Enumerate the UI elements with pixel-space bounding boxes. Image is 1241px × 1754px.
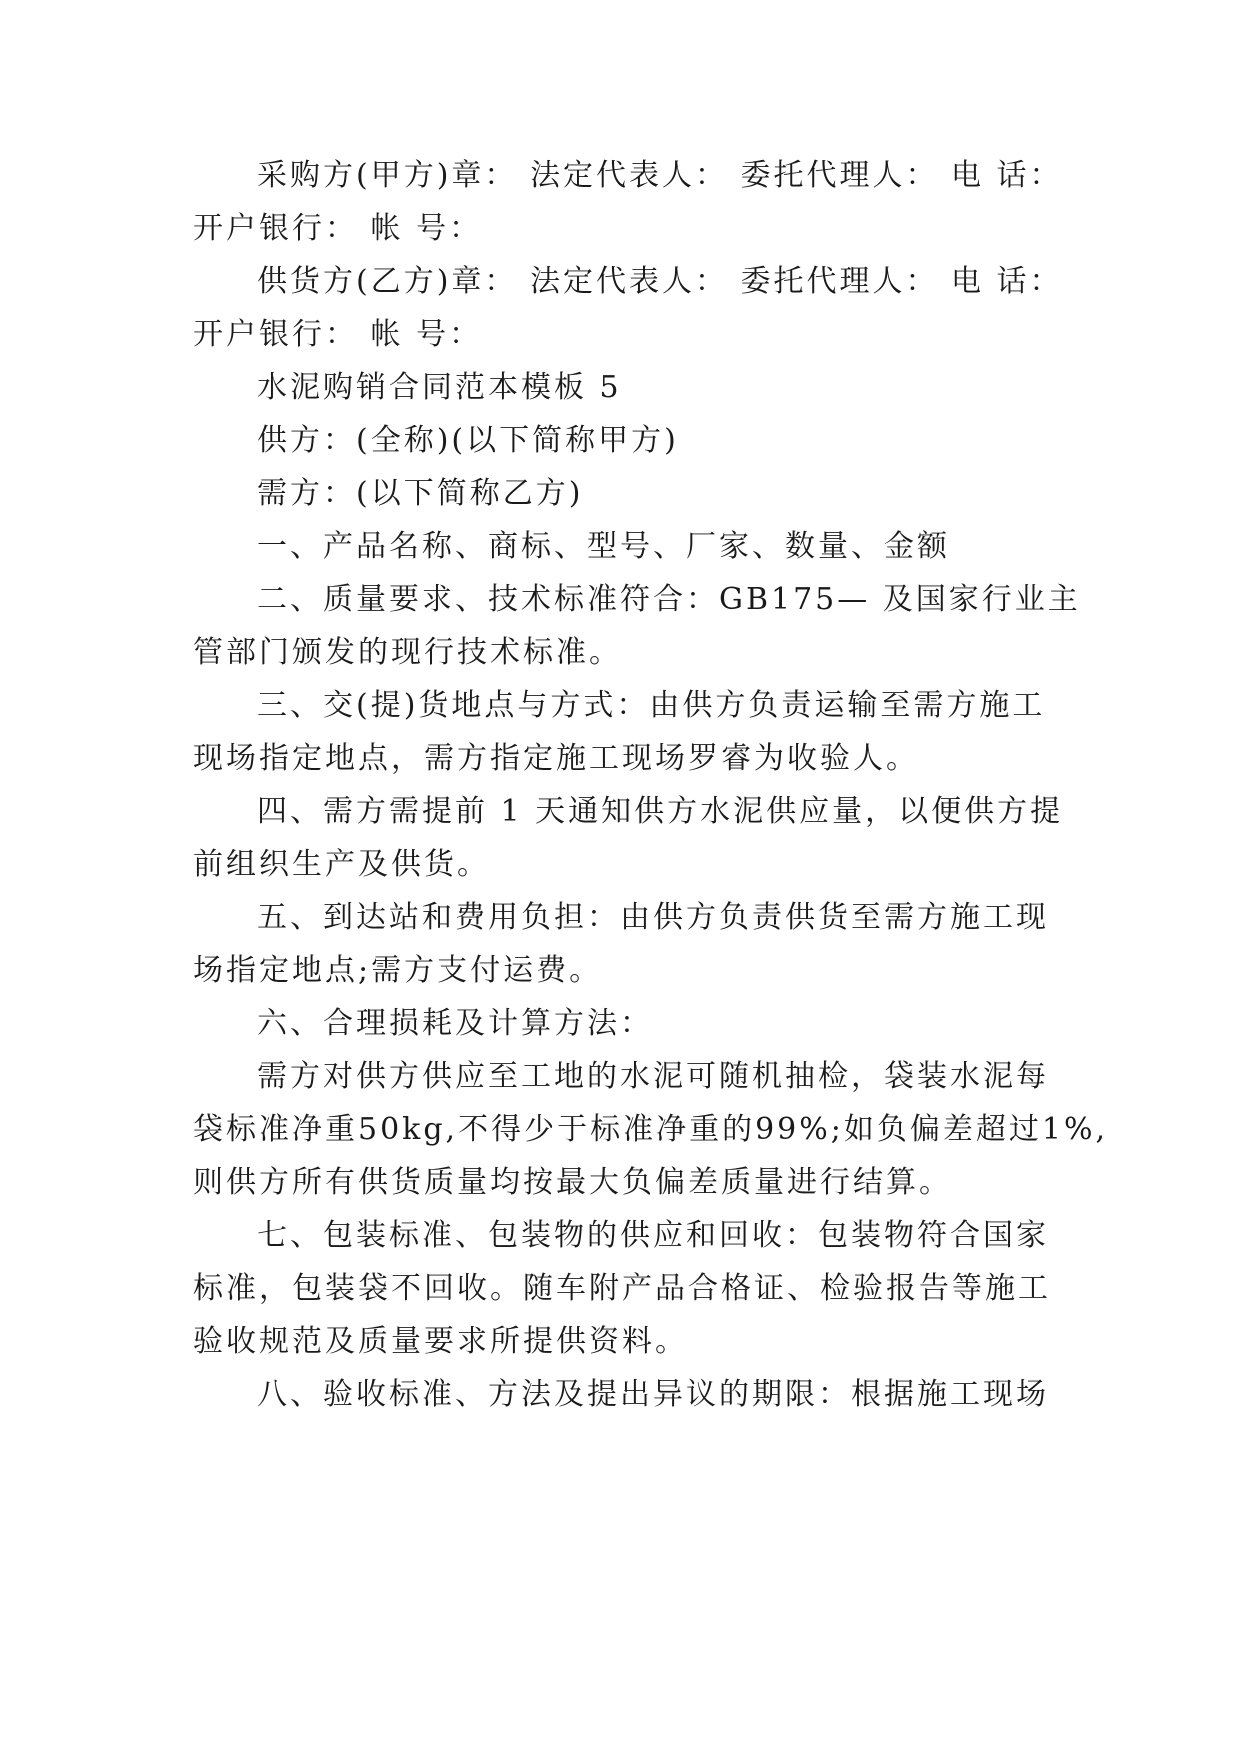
clause-6-line-1: 需方对供方供应至工地的水泥可随机抽检，袋装水泥每: [257, 1059, 1049, 1094]
clause-2-line-2: 管部门颁发的现行技术标准。: [193, 635, 622, 670]
template-title: 水泥购销合同范本模板 5: [257, 370, 622, 405]
clause-2-line-1: 二、质量要求、技术标准符合：GB175— 及国家行业主: [257, 582, 1081, 617]
clause-5-line-2: 场指定地点;需方支付运费。: [193, 953, 603, 988]
clause-7-line-3: 验收规范及质量要求所提供资料。: [193, 1324, 688, 1359]
clause-6-line-3: 则供方所有供货质量均按最大负偏差质量进行结算。: [193, 1165, 952, 1200]
clause-1: 一、产品名称、商标、型号、厂家、数量、金额: [257, 529, 950, 564]
supplier-party-line: 供方：(全称)(以下简称甲方): [257, 423, 679, 458]
clause-4-line-1: 四、需方需提前 1 天通知供方水泥供应量，以便供方提: [257, 794, 1064, 829]
buyer-signature-line: 采购方(甲方)章： 法定代表人： 委托代理人： 电 话：: [257, 158, 1063, 193]
clause-3-line-2: 现场指定地点，需方指定施工现场罗睿为收验人。: [193, 741, 919, 776]
clause-3-line-1: 三、交(提)货地点与方式：由供方负责运输至需方施工: [257, 688, 1046, 723]
clause-6-line-2: 袋标准净重50kg,不得少于标准净重的99%;如负偏差超过1%,: [193, 1112, 1109, 1147]
clause-6-heading: 六、合理损耗及计算方法：: [257, 1006, 653, 1041]
buyer-bank-line: 开户银行： 帐 号：: [193, 211, 483, 246]
supplier-signature-line: 供货方(乙方)章： 法定代表人： 委托代理人： 电 话：: [257, 264, 1063, 299]
clause-4-line-2: 前组织生产及供货。: [193, 847, 490, 882]
clause-5-line-1: 五、到达站和费用负担：由供方负责供货至需方施工现: [257, 900, 1049, 935]
clause-7-line-1: 七、包装标准、包装物的供应和回收：包装物符合国家: [257, 1218, 1049, 1253]
clause-7-line-2: 标准，包装袋不回收。随车附产品合格证、检验报告等施工: [193, 1271, 1051, 1306]
clause-8-line-1: 八、验收标准、方法及提出异议的期限：根据施工现场: [257, 1377, 1049, 1412]
buyer-party-line: 需方：(以下简称乙方): [257, 476, 584, 511]
supplier-bank-line: 开户银行： 帐 号：: [193, 317, 483, 352]
